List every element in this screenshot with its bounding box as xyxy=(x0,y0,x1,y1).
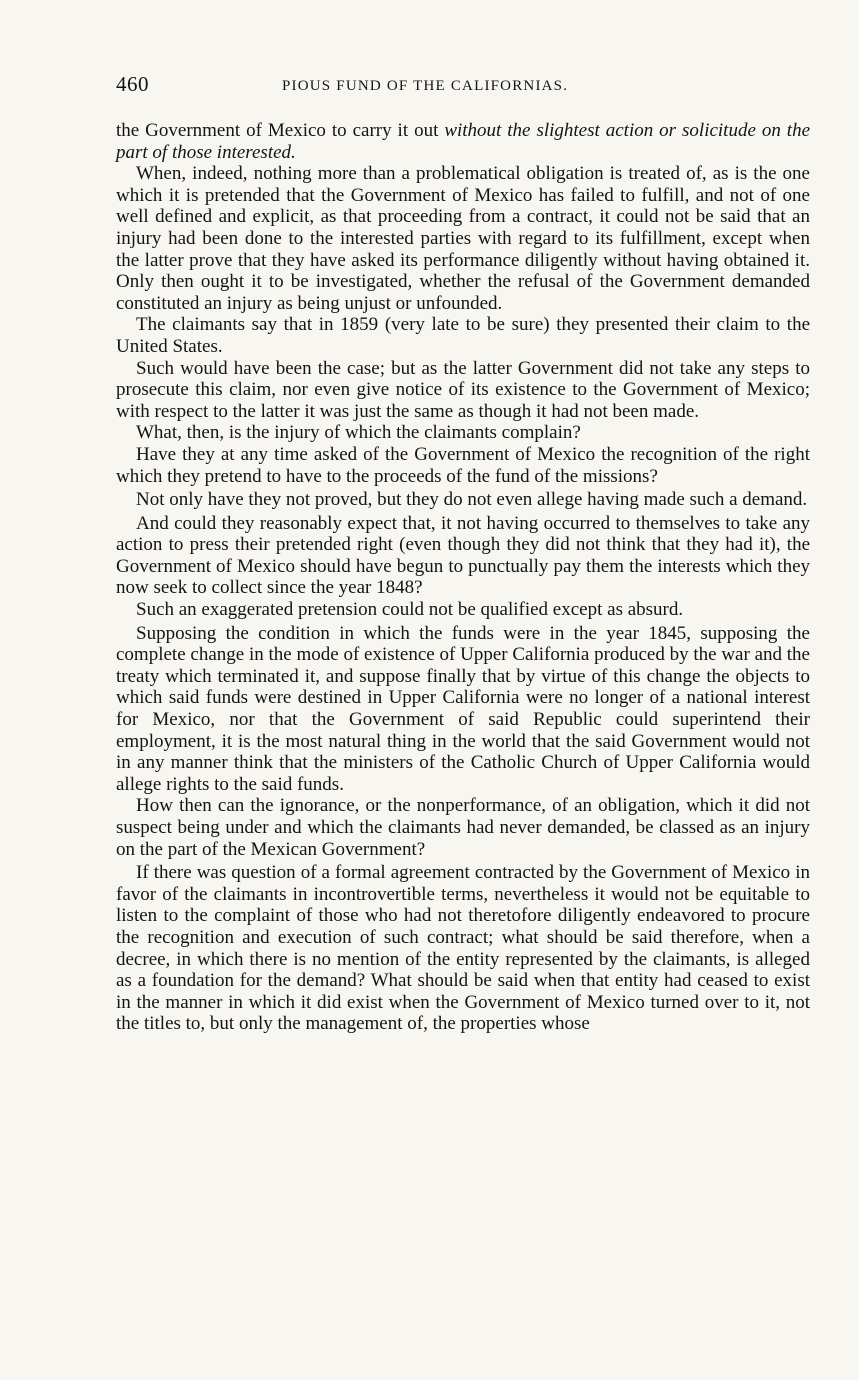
paragraph: Have they at any time asked of the Government of Mexico the recognition of the right which they pretend to have to the proceeds of the fund of the missions? xyxy=(116,443,810,487)
paragraph: Such would have been the case; but as the latter Government did not take any steps to prosecute this claim, nor even give notice of its existence to the Government of Mexico; with respect to the latter it was just the same as though it had not been made. xyxy=(116,357,810,422)
paragraph: How then can the ignorance, or the nonperformance, of an obligation, which it did not suspect being under and which the claimants had never demanded, be classed as an injury on the part of the Mexican Government? xyxy=(116,795,810,860)
document-page xyxy=(116,72,810,1035)
paragraph-text: the Government of Mexico to carry it out xyxy=(116,120,445,141)
page-header xyxy=(116,72,810,106)
paragraph: What, then, is the injury of which the claimants complain? xyxy=(136,422,581,444)
running-title: PIOUS FUND OF THE CALIFORNIAS. xyxy=(282,78,569,94)
body-text xyxy=(116,120,810,1035)
paragraph: If there was question of a formal agreement contracted by the Government of Mexico in favor of the claimants in incontrovertible terms, nevertheless it would not be equitable to listen to the complaint of those who had not theretofore diligently endeavored to procure the recognition and execution of such contract; what should be said therefore, when a decree, in which there is no mention of the entity represented by the claimants, is alleged as a foundation for the demand? What should be said when that entity had ceased to exist in the manner in which it did exist when the Government of Mexico turned over to it, not the titles to, but only the management of, the properties whose xyxy=(116,862,810,1035)
paragraph: Such an exaggerated pretension could not be qualified except as absurd. xyxy=(136,599,684,621)
paragraph: When, indeed, nothing more than a problematical obligation is treated of, as is the one which it is pretended that the Government of Mexico has failed to fulfill, and not of one well defined and explicit, as that proceeding from a contract, it could not be said that an injury had been done to the interested parties with regard to its fulfillment, except when the latter prove that they have asked its performance diligently without having obtained it. Only then ought it to be investigated, whether the refusal of the Government demanded constituted an injury as being unjust or unfounded. xyxy=(116,163,810,314)
paragraph-continuation xyxy=(116,120,810,163)
page-number: 460 xyxy=(116,72,149,96)
paragraph: And could they reasonably expect that, it not having occurred to themselves to take any action to press their pretended right (even though they did not think that they had it), the Government of Mexico should have begun to punctually pay them the interests which they now seek to collect since the year 1848? xyxy=(116,512,810,599)
paragraph: Supposing the condition in which the funds were in the year 1845, supposing the complete change in the mode of existence of Upper California produced by the war and the treaty which terminated it, and suppose finally that by virtue of this change the objects to which said funds were destined in Upper California were no longer of a national interest for Mexico, nor that the Government of said Republic could superintend their employment, it is the most natural thing in the world that the said Government would not in any manner think that the ministers of the Catholic Church of Upper California would allege rights to the said funds. xyxy=(116,622,810,795)
paragraph: The claimants say that in 1859 (very late to be sure) they presented their claim to the United States. xyxy=(116,314,810,357)
paragraph-italic-text: without the slightest action or solicitude on the part of those interested. xyxy=(116,120,811,163)
paragraph: Not only have they not proved, but they do not even allege having made such a demand. xyxy=(136,489,808,511)
